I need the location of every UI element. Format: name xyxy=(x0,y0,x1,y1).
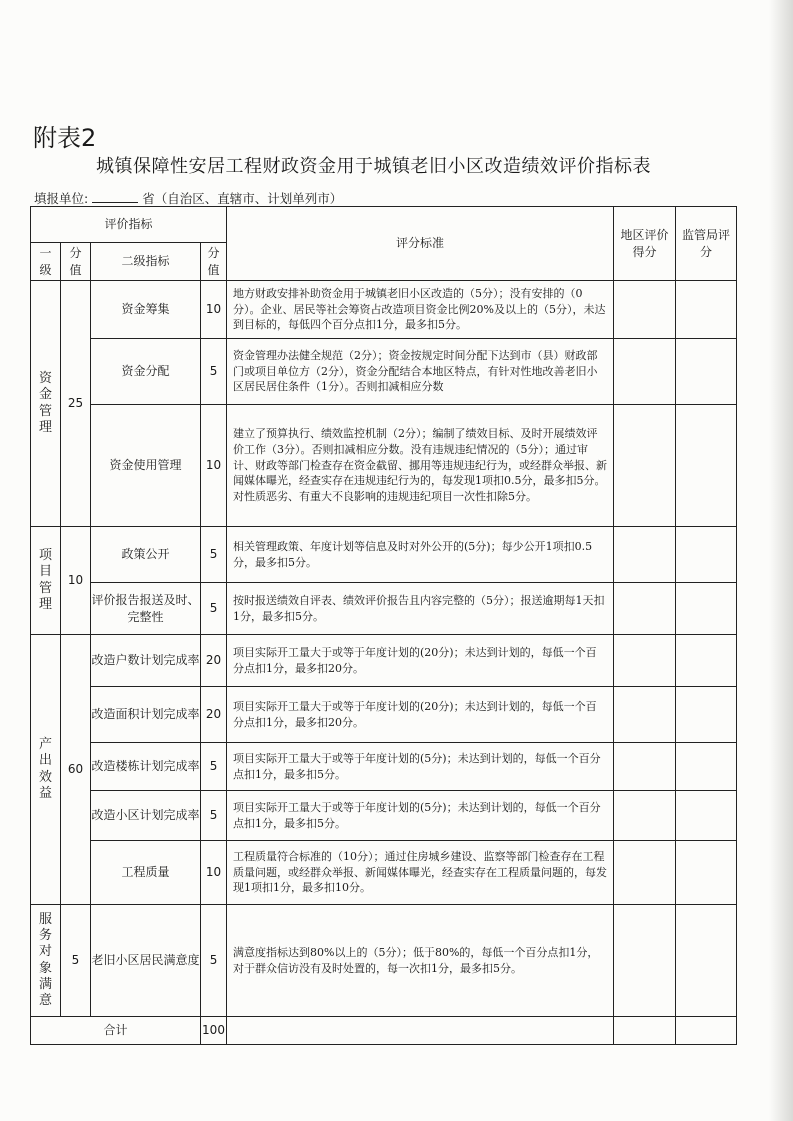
table-row xyxy=(31,743,737,791)
level1-cell xyxy=(31,635,61,905)
level1-score: 60 xyxy=(61,635,91,905)
total-row xyxy=(31,1017,737,1045)
criteria-cell: 地方财政安排补助资金用于城镇老旧小区改造的（5分）；没有安排的（0分）。企业、居民等社会筹资占改造项目资金比例20%及以上的（5分），未达到目标的，每低四个百分点扣1分，最多扣5分。 xyxy=(227,281,614,339)
supervisor-score-cell[interactable] xyxy=(676,405,737,527)
document-title: 城镇保障性安居工程财政资金用于城镇老旧小区改造绩效评价指标表 xyxy=(96,156,651,177)
level2-cell: 改造小区计划完成率 xyxy=(91,791,201,841)
level1-text: 服务对象满意 xyxy=(38,911,52,1008)
criteria-cell: 相关管理政策、年度计划等信息及时对外公开的(5分)；每少公开1项扣0.5分，最多扣5分。 xyxy=(227,527,614,583)
criteria-cell: 资金管理办法健全规范（2分）；资金按规定时间分配下达到市（县）财政部门或项目单位方（2分），资金分配结合本地区特点，有针对性地改善老旧小区居民居住条件（1分）。否则扣减相应分数 xyxy=(227,339,614,405)
level2-cell: 资金使用管理 xyxy=(91,405,201,527)
appendix-label: 附表2 xyxy=(33,124,97,152)
level2-cell: 改造楼栋计划完成率 xyxy=(91,743,201,791)
region-score-cell[interactable] xyxy=(614,841,676,905)
header-level2: 二级指标 xyxy=(91,243,201,281)
level2-score: 5 xyxy=(201,339,227,405)
region-score-cell[interactable] xyxy=(614,527,676,583)
level1-cell xyxy=(31,281,61,527)
region-score-cell[interactable] xyxy=(614,583,676,635)
criteria-cell: 项目实际开工量大于或等于年度计划的(20分)；未达到计划的，每低一个百分点扣1分，最多扣20分。 xyxy=(227,635,614,687)
header-criteria: 评分标准 xyxy=(227,207,614,281)
criteria-cell: 按时报送绩效自评表、绩效评价报告且内容完整的（5分）；报送逾期每1天扣1分，最多扣5分。 xyxy=(227,583,614,635)
table-row xyxy=(31,527,737,583)
scan-shadow-edge xyxy=(769,0,793,1121)
table-row xyxy=(31,281,737,339)
level2-score: 5 xyxy=(201,743,227,791)
level2-score: 5 xyxy=(201,583,227,635)
region-score-cell[interactable] xyxy=(614,405,676,527)
level1-text: 资金管理 xyxy=(38,371,52,435)
table-row xyxy=(31,687,737,743)
supervisor-score-cell[interactable] xyxy=(676,687,737,743)
supervisor-score-cell[interactable] xyxy=(676,635,737,687)
fill-unit-line xyxy=(34,189,342,207)
supervisor-score-cell[interactable] xyxy=(676,743,737,791)
criteria-cell: 项目实际开工量大于或等于年度计划的(20分)；未达到计划的，每低一个百分点扣1分，最多扣20分。 xyxy=(227,687,614,743)
total-region-score-cell[interactable] xyxy=(614,1017,676,1045)
criteria-cell: 工程质量符合标准的（10分）；通过住房城乡建设、监察等部门检查存在工程质量问题，或经群众举报、新闻媒体曝光，经查实存在工程质量问题的，每发现1项扣1分，最多扣10分。 xyxy=(227,841,614,905)
level2-score: 5 xyxy=(201,527,227,583)
region-score-cell[interactable] xyxy=(614,791,676,841)
level2-score: 5 xyxy=(201,791,227,841)
level2-cell: 工程质量 xyxy=(91,841,201,905)
header-score xyxy=(61,243,91,281)
header-score-text: 分值 xyxy=(69,246,82,277)
table-row xyxy=(31,339,737,405)
level2-cell: 资金筹集 xyxy=(91,281,201,339)
header-supervisor-score-text: 监管局评分 xyxy=(682,228,731,259)
level2-cell: 老旧小区居民满意度 xyxy=(91,905,201,1017)
table-row xyxy=(31,405,737,527)
header-region-score xyxy=(614,207,676,281)
level2-cell: 资金分配 xyxy=(91,339,201,405)
table-row xyxy=(31,791,737,841)
level1-score: 10 xyxy=(61,527,91,635)
level1-text: 产出效益 xyxy=(38,737,52,801)
level1-cell xyxy=(31,527,61,635)
table-row xyxy=(31,905,737,1017)
level2-cell: 改造面积计划完成率 xyxy=(91,687,201,743)
region-score-cell[interactable] xyxy=(614,339,676,405)
total-supervisor-score-cell[interactable] xyxy=(676,1017,737,1045)
criteria-cell: 项目实际开工量大于或等于年度计划的(5分)；未达到计划的，每低一个百分点扣1分，最多扣5分。 xyxy=(227,791,614,841)
header-score2 xyxy=(201,243,227,281)
supervisor-score-cell[interactable] xyxy=(676,281,737,339)
level1-score: 5 xyxy=(61,905,91,1017)
table-row xyxy=(31,635,737,687)
header-level1 xyxy=(31,243,61,281)
region-score-cell[interactable] xyxy=(614,635,676,687)
evaluation-table xyxy=(30,206,737,1045)
header-region-score-text: 地区评价得分 xyxy=(620,228,669,259)
total-label: 合计 xyxy=(31,1017,201,1045)
region-score-cell[interactable] xyxy=(614,687,676,743)
level2-score: 10 xyxy=(201,841,227,905)
header-supervisor-score xyxy=(676,207,737,281)
level1-text: 项目管理 xyxy=(38,548,52,612)
fill-unit-label: 填报单位: xyxy=(34,191,89,206)
region-score-cell[interactable] xyxy=(614,743,676,791)
level2-score: 10 xyxy=(201,405,227,527)
fill-unit-blank xyxy=(92,190,138,203)
region-score-cell[interactable] xyxy=(614,281,676,339)
level2-cell: 改造户数计划完成率 xyxy=(91,635,201,687)
level1-cell xyxy=(31,905,61,1017)
supervisor-score-cell[interactable] xyxy=(676,339,737,405)
supervisor-score-cell[interactable] xyxy=(676,905,737,1017)
region-score-cell[interactable] xyxy=(614,905,676,1017)
level1-score: 25 xyxy=(61,281,91,527)
fill-unit-suffix: 省（自治区、直辖市、计划单列市） xyxy=(142,191,343,206)
level2-cell: 评价报告报送及时、完整性 xyxy=(91,583,201,635)
table-row xyxy=(31,841,737,905)
level2-score: 20 xyxy=(201,687,227,743)
supervisor-score-cell[interactable] xyxy=(676,527,737,583)
level2-score: 10 xyxy=(201,281,227,339)
header-level1-text: 一级 xyxy=(39,246,52,277)
header-score2-text: 分值 xyxy=(207,246,220,277)
criteria-cell: 满意度指标达到80%以上的（5分）；低于80%的，每低一个百分点扣1分，对于群众信访没有及时处置的，每一次扣1分，最多扣5分。 xyxy=(227,905,614,1017)
supervisor-score-cell[interactable] xyxy=(676,791,737,841)
level2-cell: 政策公开 xyxy=(91,527,201,583)
table-row xyxy=(31,583,737,635)
level2-score: 5 xyxy=(201,905,227,1017)
header-eval-indicator: 评价指标 xyxy=(31,207,227,243)
total-criteria-cell xyxy=(227,1017,614,1045)
supervisor-score-cell[interactable] xyxy=(676,841,737,905)
criteria-cell: 项目实际开工量大于或等于年度计划的(5分)；未达到计划的，每低一个百分点扣1分，最多扣5分。 xyxy=(227,743,614,791)
total-score: 100 xyxy=(201,1017,227,1045)
level2-score: 20 xyxy=(201,635,227,687)
criteria-cell: 建立了预算执行、绩效监控机制（2分）；编制了绩效目标、及时开展绩效评价工作（3分）。否则扣减相应分数。没有违规违纪情况的（5分）；通过审计、财政等部门检查存在资金截留、挪用等违规违纪行为，或经群众举报、新闻媒体曝光，经查实存在违规违纪行为的，每发现1项扣0.5分，最多扣5分。对性质恶劣、有重大不良影响的违规违纪项目一次性扣除5分。 xyxy=(227,405,614,527)
supervisor-score-cell[interactable] xyxy=(676,583,737,635)
